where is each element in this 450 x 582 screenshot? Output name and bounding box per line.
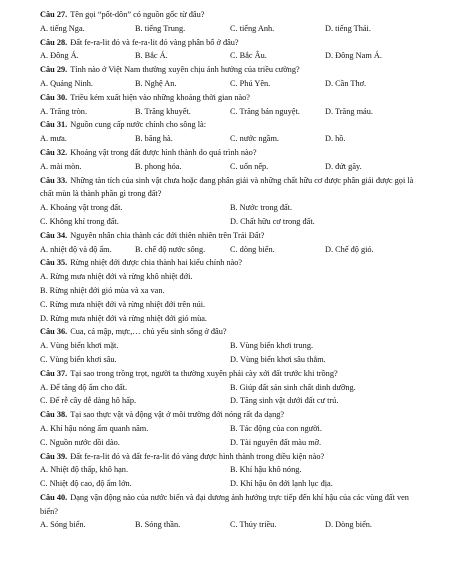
question-text-line xyxy=(40,8,420,22)
answer-option: D. Cần Thơ. xyxy=(325,78,367,88)
question-block xyxy=(40,408,420,449)
answer-option: C. Phú Yên. xyxy=(230,78,271,88)
question-text: Tên gọi “pốt-dôn” có nguồn gốc từ đâu? xyxy=(70,10,205,19)
answer-option: C. Nhiệt độ cao, độ ẩm lớn. xyxy=(40,479,132,489)
answer-option: C. uốn nếp. xyxy=(230,161,269,171)
answer-option: C. Trăng bán nguyệt. xyxy=(230,106,300,116)
answer-option: D. Tăng sinh vật dưới đất cư trú. xyxy=(230,396,339,406)
answer-option: D. Tài nguyên đất màu mỡ. xyxy=(230,437,322,447)
answer-option: C. Vùng biển khơi sâu. xyxy=(40,354,117,364)
answer-option: B. phong hóa. xyxy=(135,161,182,171)
answer-option: B. Bắc Á. xyxy=(135,51,168,61)
answer-option: B. Khí hậu khô nóng. xyxy=(230,465,302,475)
question-block xyxy=(40,174,420,229)
question-number: Câu 33. xyxy=(40,175,68,185)
answer-option: A. Vùng biển khơi mặt. xyxy=(40,341,119,351)
question-text: Dạng vận động nào của nước biển và đại dương ảnh hưởng trực tiếp đến khí hậu của các vùng đất ven biển? xyxy=(40,492,409,516)
question-block xyxy=(40,63,420,91)
question-text-line xyxy=(40,491,420,519)
answer-option: B. Nghệ An. xyxy=(135,78,177,88)
question-text-line xyxy=(40,118,420,132)
answer-option: A. Khoáng vật trong đất. xyxy=(40,203,123,213)
question-text: Nguồn cung cấp nước chính cho sông là: xyxy=(70,120,207,130)
answer-option: A. tiếng Nga. xyxy=(40,23,85,33)
options-row xyxy=(40,160,420,174)
answer-option: D. Khí hậu ôn đới lạnh lục địa. xyxy=(230,479,333,489)
answer-option: B. tiếng Trung. xyxy=(135,23,186,33)
question-text: Cua, cá mập, mực,… chủ yếu sinh sống ở đâu? xyxy=(70,327,227,337)
options-row xyxy=(40,339,420,353)
question-number: Câu 28. xyxy=(40,37,68,47)
answer-option: D. Đông Nam Á. xyxy=(325,51,382,61)
options-row xyxy=(40,22,420,36)
options-row xyxy=(40,422,420,436)
question-number: Câu 35. xyxy=(40,258,68,268)
answer-option: B. Nước trong đất. xyxy=(230,203,293,213)
question-text-line xyxy=(40,367,420,381)
question-text: Triều kém xuất hiện vào những khoảng thời gian nào? xyxy=(70,92,250,102)
question-text: Những tàn tích của sinh vật chưa hoặc đang phân giải và những chất hữu cơ được phân giải được gọi là chất mùn là thành phần gì trong đất? xyxy=(40,175,414,199)
answer-option: B. Sóng thần. xyxy=(135,520,181,530)
question-number: Câu 37. xyxy=(40,368,68,378)
options-row xyxy=(40,394,420,408)
answer-option: A. mưa. xyxy=(40,134,67,144)
answer-option: A. Quảng Ninh. xyxy=(40,78,94,88)
question-number: Câu 32. xyxy=(40,147,68,157)
question-text: Tỉnh nào ở Việt Nam thường xuyên chịu ảnh hưởng của triều cường? xyxy=(70,65,300,75)
question-number: Câu 30. xyxy=(40,92,68,102)
options-row xyxy=(40,49,420,63)
options-row xyxy=(40,436,420,450)
options-row xyxy=(40,518,420,532)
answer-option: D. hồ. xyxy=(325,134,346,144)
question-text-line xyxy=(40,325,420,339)
question-text: Tại sao thực vật và động vật ở môi trường đới nóng rất đa dạng? xyxy=(70,410,285,420)
question-number: Câu 40. xyxy=(40,492,68,502)
options-row xyxy=(40,77,420,91)
options-row xyxy=(40,463,420,477)
question-block xyxy=(40,146,420,174)
question-block xyxy=(40,229,420,257)
question-block xyxy=(40,118,420,146)
answer-option: B. chế độ nước sông. xyxy=(135,244,206,254)
answer-option: A. mài mòn. xyxy=(40,161,82,171)
options-row xyxy=(40,105,420,119)
question-text-line xyxy=(40,408,420,422)
question-block xyxy=(40,450,420,491)
question-number: Câu 39. xyxy=(40,451,68,461)
options-row xyxy=(40,353,420,367)
options-row xyxy=(40,201,420,215)
question-text: Đất fe-ra-lit đỏ và fe-ra-lit đỏ vàng phân bố ở đâu? xyxy=(70,37,239,47)
question-text-line xyxy=(40,229,420,243)
question-text: Khoáng vật trong đất được hình thành do quá trình nào? xyxy=(70,147,257,157)
question-block xyxy=(40,367,420,408)
answer-option: B. Giúp đất sản sinh chất dinh dưỡng. xyxy=(230,382,356,392)
question-text: Tại sao trong trồng trọt, người ta thường xuyên phải cày xới đất trước khi trồng? xyxy=(70,368,338,378)
options-row xyxy=(40,132,420,146)
question-number: Câu 29. xyxy=(40,65,68,75)
question-block xyxy=(40,491,420,532)
answer-option: A. Để tăng độ ẩm cho đất. xyxy=(40,382,128,392)
question-number: Câu 31. xyxy=(40,120,68,130)
answer-option: B. băng hà. xyxy=(135,134,173,144)
question-text: Đất fe-ra-lit đỏ và đất fe-ra-lit đỏ vàng được hình thành trong điều kiện nào? xyxy=(70,451,325,461)
answer-option: D. đứt gãy. xyxy=(325,161,362,171)
answer-option: C. dòng biển. xyxy=(230,244,275,254)
question-text-line xyxy=(40,36,420,50)
question-block xyxy=(40,8,420,36)
question-number: Câu 27. xyxy=(40,10,68,19)
answer-option: C. Để rễ cây dễ dàng hô hấp. xyxy=(40,396,137,406)
answer-option: D. Vùng biển khơi sâu thẳm. xyxy=(230,354,326,364)
answer-option: A. Nhiệt độ thấp, khô hạn. xyxy=(40,465,129,475)
answer-option: A. Đông Á. xyxy=(40,51,79,61)
question-text: Nguyên nhân chia thành các đới thiên nhiên trên Trái Đất? xyxy=(70,230,265,240)
question-block xyxy=(40,36,420,64)
answer-option: C. Nguồn nước dồi dào. xyxy=(40,437,120,447)
answer-option: A. Khí hậu nóng ẩm quanh năm. xyxy=(40,423,149,433)
answer-option: A. Trăng tròn. xyxy=(40,106,88,116)
answer-option: C. Không khí trong đất. xyxy=(40,216,119,226)
answer-option: D. tiếng Thái. xyxy=(325,23,371,33)
answer-option: D. Dòng biển. xyxy=(325,520,373,530)
options-row xyxy=(40,381,420,395)
answer-option: B. Vùng biển khơi trung. xyxy=(230,341,314,351)
answer-option: D. Trăng máu. xyxy=(325,106,373,116)
options-row xyxy=(40,215,420,229)
answer-option: A. Sóng biển. xyxy=(40,520,86,530)
question-text-line xyxy=(40,91,420,105)
question-text: Rừng nhiệt đới được chia thành hai kiểu chính nào? xyxy=(70,258,243,268)
answer-option: D. Rừng mưa nhiệt đới và rừng nhiệt đới gió mùa. xyxy=(40,313,207,323)
answer-option: D. Chất hữu cơ trong đất. xyxy=(230,216,315,226)
answer-option: C. nước ngầm. xyxy=(230,134,279,144)
question-text-line xyxy=(40,256,420,270)
answer-option: C. Thủy triều. xyxy=(230,520,277,530)
question-number: Câu 38. xyxy=(40,410,68,420)
question-text-line xyxy=(40,174,420,202)
question-block xyxy=(40,325,420,366)
question-text-line xyxy=(40,63,420,77)
question-number: Câu 36. xyxy=(40,327,68,337)
options-row xyxy=(40,243,420,257)
question-block xyxy=(40,256,420,325)
answer-option: C. Rừng mưa nhiệt đới và rừng nhiệt đới trên núi. xyxy=(40,299,206,309)
answer-option: C. tiếng Anh. xyxy=(230,23,275,33)
answer-option: D. Chế độ gió. xyxy=(325,244,374,254)
answer-option: B. Tác động của con người. xyxy=(230,423,322,433)
question-text-line xyxy=(40,146,420,160)
answer-option: B. Rừng nhiệt đới gió mùa và xa van. xyxy=(40,285,165,295)
answer-option: B. Trăng khuyết. xyxy=(135,106,191,116)
answer-option: A. nhiệt độ và độ ẩm. xyxy=(40,244,112,254)
answer-option: A. Rừng mưa nhiệt đới và rừng khô nhiệt đới. xyxy=(40,272,193,282)
question-number: Câu 34. xyxy=(40,230,68,240)
question-text-line xyxy=(40,450,420,464)
answer-option: C. Bắc Âu. xyxy=(230,51,267,61)
question-block xyxy=(40,91,420,119)
options-row xyxy=(40,477,420,491)
